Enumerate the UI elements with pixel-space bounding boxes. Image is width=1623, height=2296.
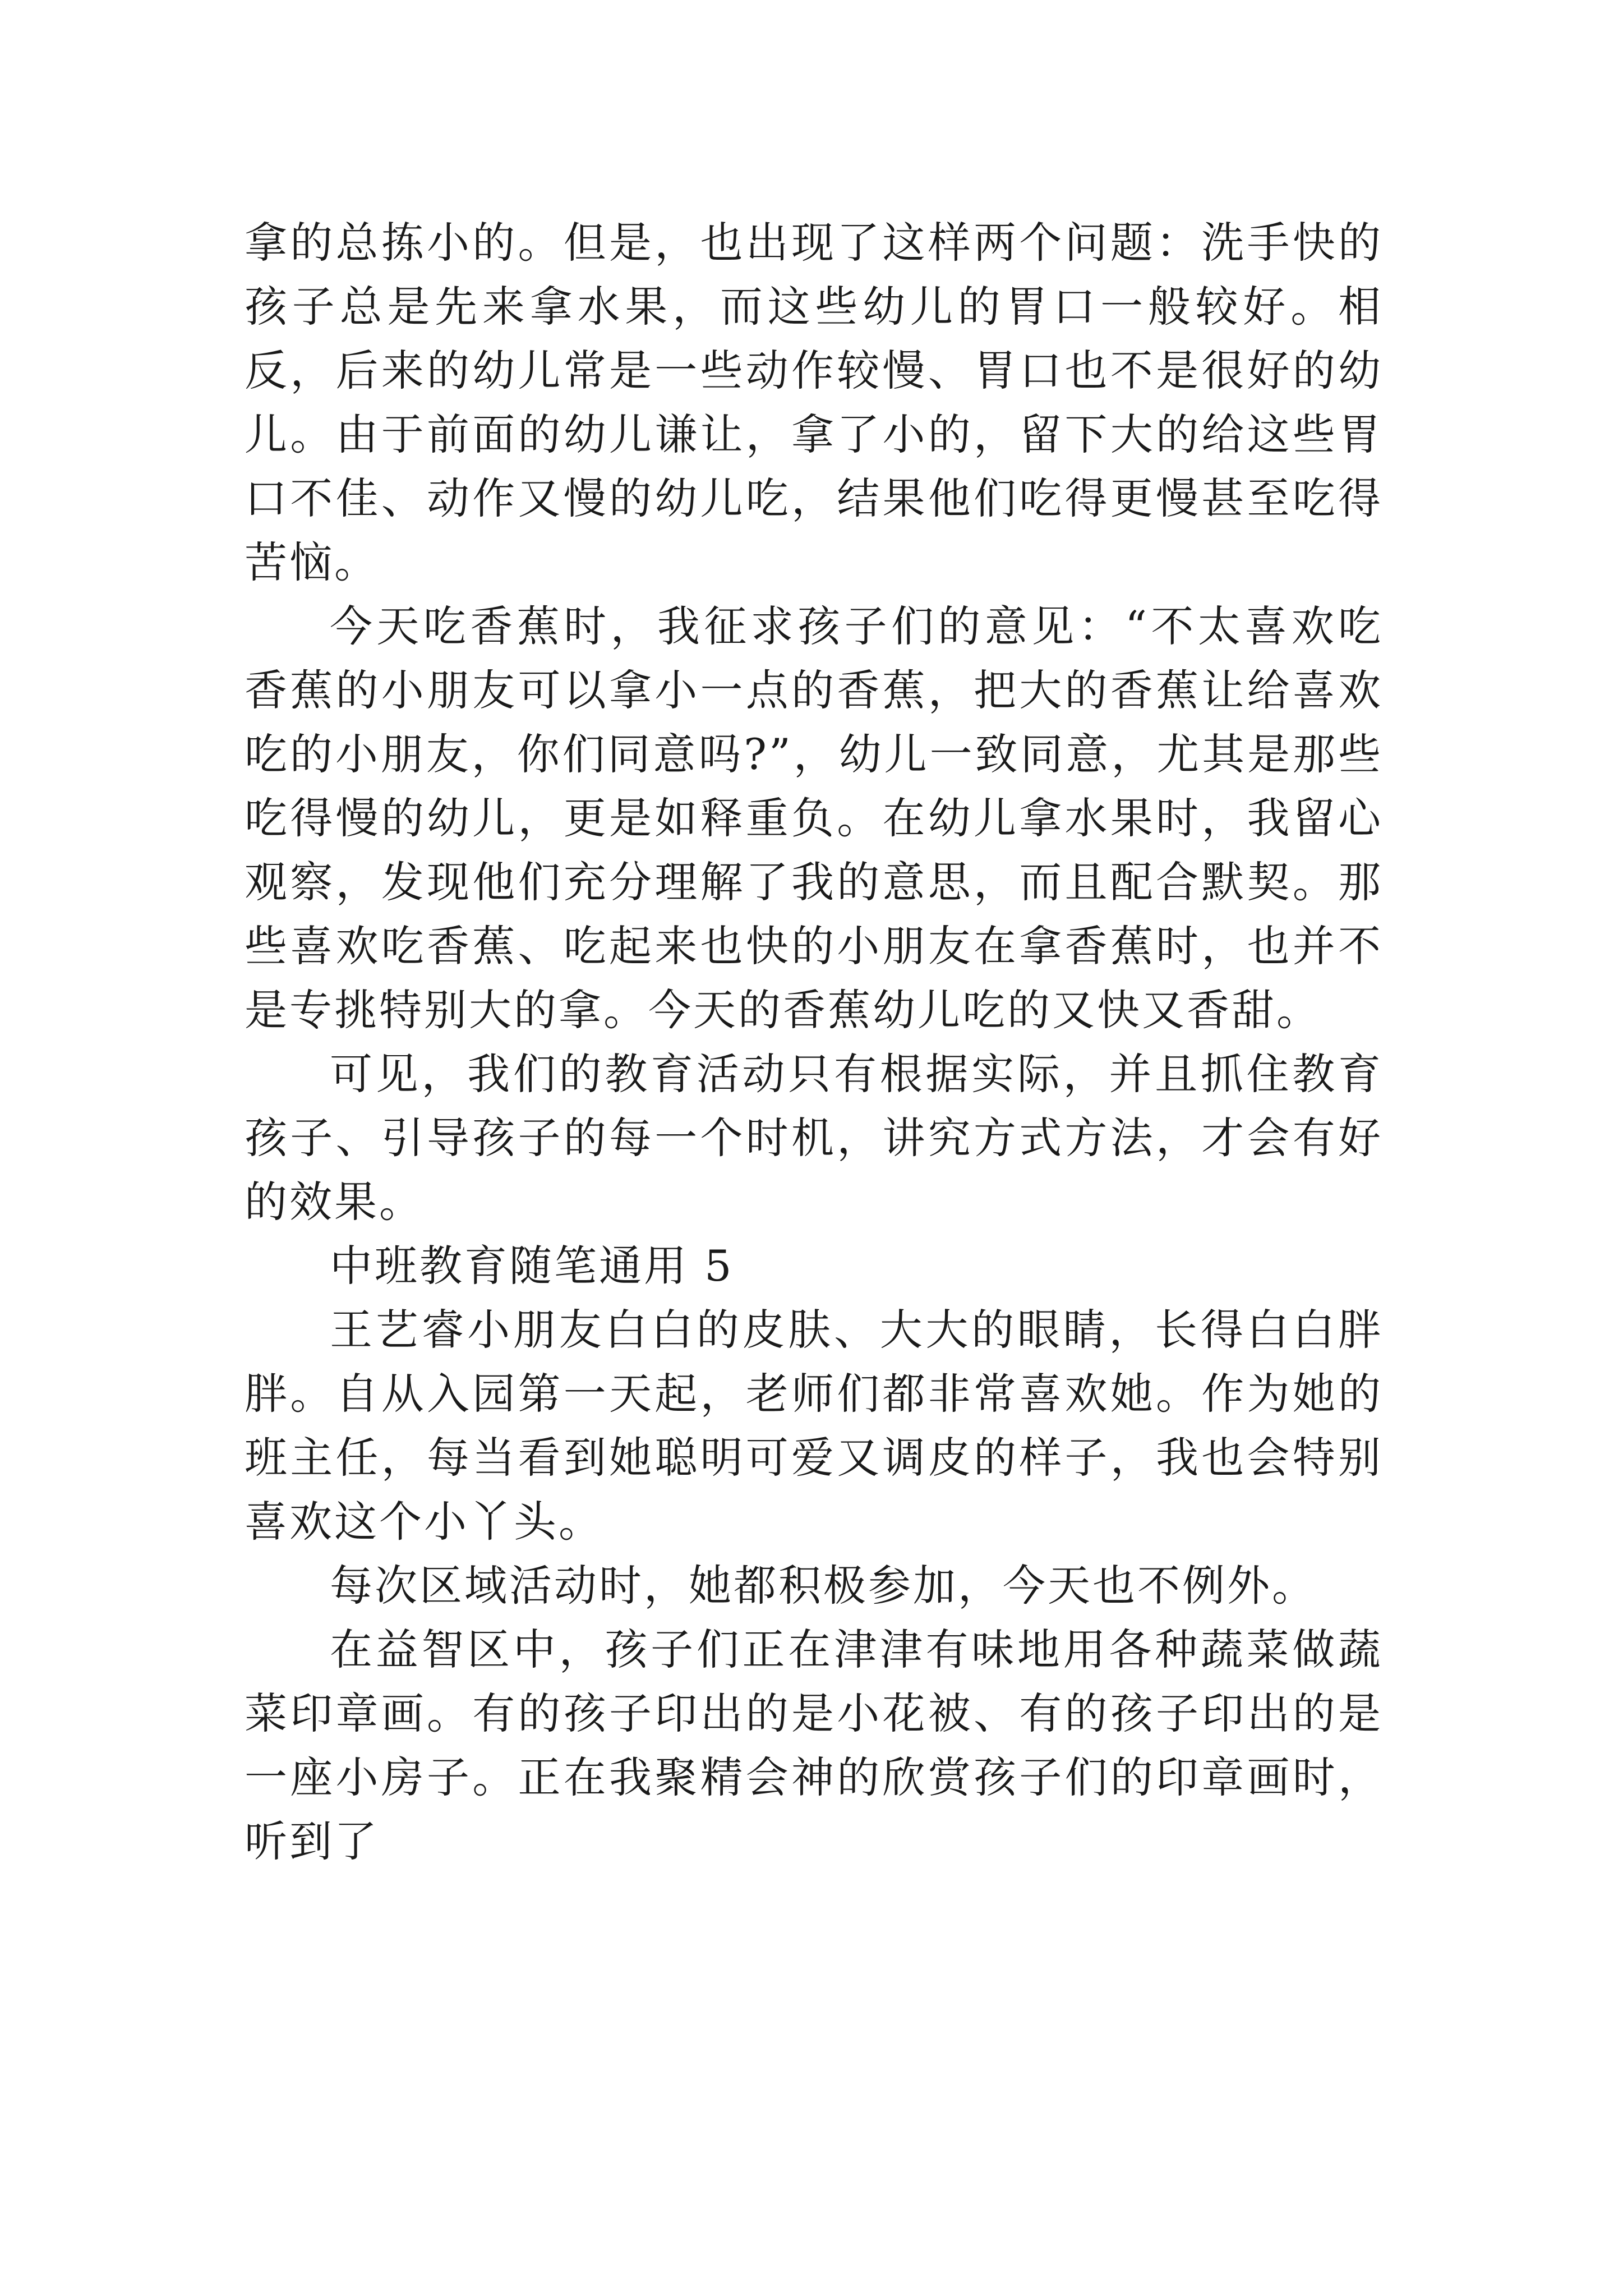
paragraph-activity: 每次区域活动时，她都积极参加，今天也不例外。	[330, 1561, 1317, 1611]
section-heading: 中班教育随笔通用 5	[330, 1241, 734, 1291]
paragraph-puzzle-area: 在益智区中，孩子们正在津津有味地用各种蔬菜做蔬菜印章画。有的孩子印出的是小花被、有的孩子印出的是一座小房子。正在我聚精会神的欣赏孩子们的印章画时，听到了	[245, 1625, 1383, 1866]
paragraph-conclusion: 可见，我们的教育活动只有根据实际，并且抓住教育孩子、引导孩子的每一个时机，讲究方式方法，才会有好的效果。	[245, 1049, 1383, 1227]
document-body	[245, 211, 1383, 1874]
paragraph-banana: 今天吃香蕉时，我征求孩子们的意见：“不太喜欢吃香蕉的小朋友可以拿小一点的香蕉，把大的香蕉让给喜欢吃的小朋友，你们同意吗?”，幼儿一致同意，尤其是那些吃得慢的幼儿，更是如释重负。在幼儿拿水果时，我留心观察，发现他们充分理解了我的意思，而且配合默契。那些喜欢吃香蕉、吃起来也快的小朋友在拿香蕉时，也并不是专挑特别大的拿。今天的香蕉幼儿吃的又快又香甜。	[245, 601, 1383, 1035]
paragraph-intro: 王艺睿小朋友白白的皮肤、大大的眼睛，长得白白胖胖。自从入园第一天起，老师们都非常喜欢她。作为她的班主任，每当看到她聪明可爱又调皮的样子，我也会特别喜欢这个小丫头。	[245, 1305, 1383, 1547]
paragraph-continuation: 拿的总拣小的。但是，也出现了这样两个问题：洗手快的孩子总是先来拿水果，而这些幼儿的胃口一般较好。相反，后来的幼儿常是一些动作较慢、胃口也不是很好的幼儿。由于前面的幼儿谦让，拿了小的，留下大的给这些胃口不佳、动作又慢的幼儿吃，结果他们吃得更慢甚至吃得苦恼。	[245, 218, 1383, 587]
